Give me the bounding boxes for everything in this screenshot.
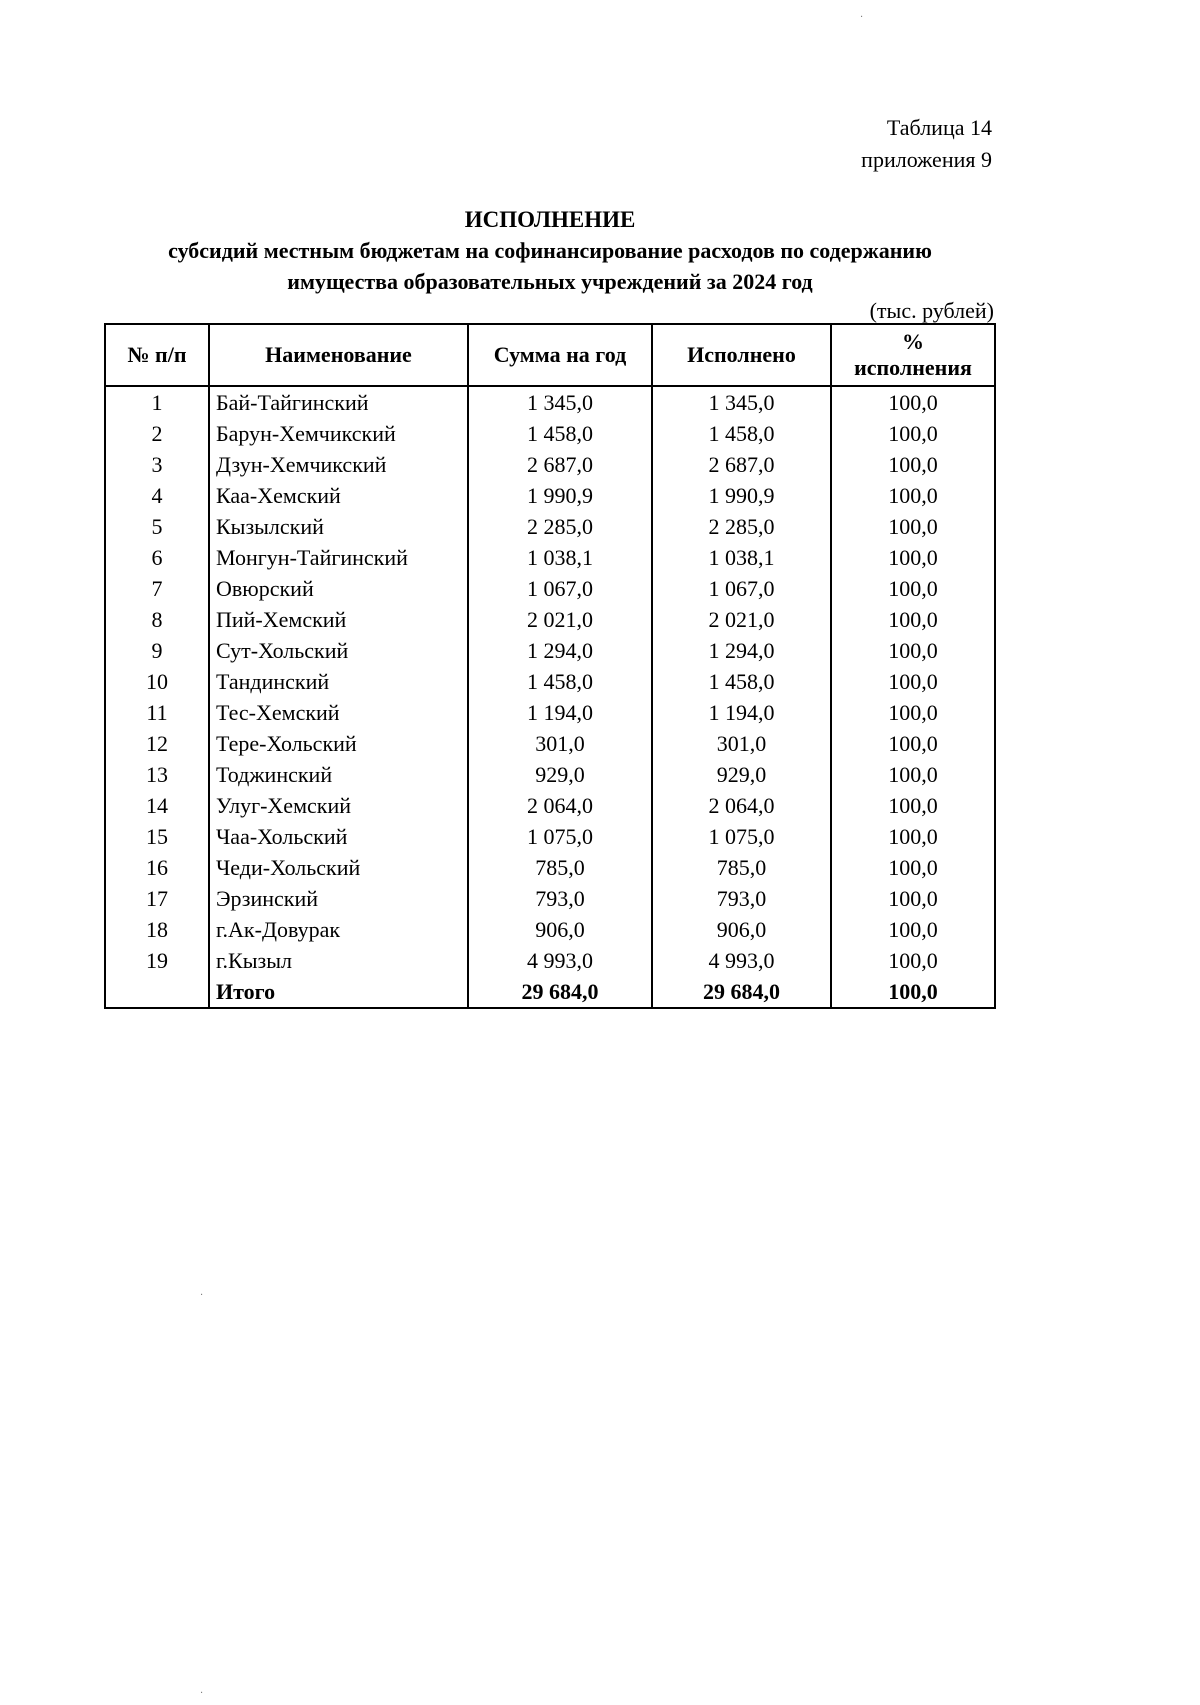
cell-sum: 2 285,0: [468, 511, 652, 542]
cell-name: г.Ак-Довурак: [209, 914, 468, 945]
cell-pct: 100,0: [831, 945, 995, 976]
cell-name: Тес-Хемский: [209, 697, 468, 728]
table-body: [105, 386, 995, 1008]
cell-name: Овюрский: [209, 573, 468, 604]
cell-pct: 100,0: [831, 728, 995, 759]
table-row: [105, 790, 995, 821]
cell-sum: 1 990,9: [468, 480, 652, 511]
cell-num: 8: [105, 604, 209, 635]
cell-sum: 1 294,0: [468, 635, 652, 666]
table-row: [105, 821, 995, 852]
cell-num: 18: [105, 914, 209, 945]
cell-sum: 906,0: [468, 914, 652, 945]
cell-num: 10: [105, 666, 209, 697]
appendix-label: приложения 9: [861, 147, 992, 172]
total-sum: 29 684,0: [468, 976, 652, 1008]
cell-done: 2 021,0: [652, 604, 831, 635]
title-line-2: имущества образовательных учреждений за 2024 год: [287, 269, 813, 294]
cell-done: 2 687,0: [652, 449, 831, 480]
cell-done: 785,0: [652, 852, 831, 883]
cell-num: 5: [105, 511, 209, 542]
cell-sum: 1 458,0: [468, 666, 652, 697]
table-row: [105, 728, 995, 759]
cell-pct: 100,0: [831, 449, 995, 480]
cell-name: Пий-Хемский: [209, 604, 468, 635]
cell-done: 1 075,0: [652, 821, 831, 852]
scan-speck: ·: [200, 1688, 204, 1699]
cell-done: 1 294,0: [652, 635, 831, 666]
cell-name: Сут-Хольский: [209, 635, 468, 666]
scan-speck: ·: [860, 12, 864, 23]
cell-done: 2 064,0: [652, 790, 831, 821]
cell-pct: 100,0: [831, 511, 995, 542]
cell-name: Кызылский: [209, 511, 468, 542]
cell-name: Тандинский: [209, 666, 468, 697]
cell-name: Тере-Хольский: [209, 728, 468, 759]
table-row: [105, 883, 995, 914]
cell-sum: 929,0: [468, 759, 652, 790]
cell-done: 793,0: [652, 883, 831, 914]
cell-pct: 100,0: [831, 542, 995, 573]
cell-done: 301,0: [652, 728, 831, 759]
table-row: [105, 914, 995, 945]
table-row: [105, 666, 995, 697]
cell-name: Бай-Тайгинский: [209, 386, 468, 418]
cell-done: 906,0: [652, 914, 831, 945]
cell-done: 1 458,0: [652, 666, 831, 697]
table-row: [105, 542, 995, 573]
cell-done: 1 990,9: [652, 480, 831, 511]
cell-num: 1: [105, 386, 209, 418]
table-row: [105, 635, 995, 666]
cell-name: Улуг-Хемский: [209, 790, 468, 821]
title-main: ИСПОЛНЕНИЕ: [464, 207, 636, 232]
cell-name: Барун-Хемчикский: [209, 418, 468, 449]
cell-num: 2: [105, 418, 209, 449]
total-num: [105, 976, 209, 1008]
table-row: [105, 697, 995, 728]
cell-done: 2 285,0: [652, 511, 831, 542]
cell-num: 9: [105, 635, 209, 666]
cell-name: Дзун-Хемчикский: [209, 449, 468, 480]
header-pct: [831, 324, 995, 386]
document-title: [100, 204, 1000, 297]
cell-sum: 2 687,0: [468, 449, 652, 480]
cell-num: 14: [105, 790, 209, 821]
cell-sum: 785,0: [468, 852, 652, 883]
total-done: 29 684,0: [652, 976, 831, 1008]
header-sum: Сумма на год: [468, 324, 652, 386]
cell-name: Чеди-Хольский: [209, 852, 468, 883]
cell-name: Тоджинский: [209, 759, 468, 790]
cell-done: 4 993,0: [652, 945, 831, 976]
cell-pct: 100,0: [831, 604, 995, 635]
cell-sum: 2 064,0: [468, 790, 652, 821]
cell-done: 1 345,0: [652, 386, 831, 418]
cell-sum: 1 038,1: [468, 542, 652, 573]
cell-done: 1 458,0: [652, 418, 831, 449]
cell-num: 16: [105, 852, 209, 883]
cell-sum: 1 067,0: [468, 573, 652, 604]
table-number-label: Таблица 14: [886, 115, 992, 140]
table-row: [105, 449, 995, 480]
table-reference: [861, 112, 992, 176]
cell-pct: 100,0: [831, 759, 995, 790]
cell-pct: 100,0: [831, 635, 995, 666]
total-name: Итого: [209, 976, 468, 1008]
cell-pct: 100,0: [831, 790, 995, 821]
cell-pct: 100,0: [831, 883, 995, 914]
table-header-row: [105, 324, 995, 386]
header-pct-label: исполнения: [854, 355, 972, 380]
cell-num: 15: [105, 821, 209, 852]
cell-name: Эрзинский: [209, 883, 468, 914]
cell-pct: 100,0: [831, 418, 995, 449]
execution-table: [104, 323, 996, 1009]
header-num: № п/п: [105, 324, 209, 386]
table-row: [105, 573, 995, 604]
cell-pct: 100,0: [831, 852, 995, 883]
table-row: [105, 511, 995, 542]
header-name: Наименование: [209, 324, 468, 386]
cell-num: 13: [105, 759, 209, 790]
cell-sum: 4 993,0: [468, 945, 652, 976]
table-row: [105, 480, 995, 511]
cell-pct: 100,0: [831, 573, 995, 604]
cell-num: 3: [105, 449, 209, 480]
table-row: [105, 386, 995, 418]
total-row: [105, 976, 995, 1008]
cell-num: 19: [105, 945, 209, 976]
table-row: [105, 759, 995, 790]
cell-done: 1 067,0: [652, 573, 831, 604]
units-label: (тыс. рублей): [869, 298, 994, 323]
cell-pct: 100,0: [831, 914, 995, 945]
table-row: [105, 418, 995, 449]
cell-num: 7: [105, 573, 209, 604]
cell-sum: 1 194,0: [468, 697, 652, 728]
table-row: [105, 945, 995, 976]
table-row: [105, 604, 995, 635]
header-pct-symbol: %: [902, 329, 924, 354]
cell-done: 929,0: [652, 759, 831, 790]
cell-pct: 100,0: [831, 697, 995, 728]
cell-num: 6: [105, 542, 209, 573]
cell-sum: 1 458,0: [468, 418, 652, 449]
cell-num: 4: [105, 480, 209, 511]
cell-pct: 100,0: [831, 386, 995, 418]
cell-sum: 1 075,0: [468, 821, 652, 852]
cell-sum: 793,0: [468, 883, 652, 914]
cell-num: 11: [105, 697, 209, 728]
title-line-1: субсидий местным бюджетам на софинансирование расходов по содержанию: [168, 238, 932, 263]
cell-done: 1 194,0: [652, 697, 831, 728]
cell-sum: 301,0: [468, 728, 652, 759]
cell-num: 12: [105, 728, 209, 759]
table-row: [105, 852, 995, 883]
cell-pct: 100,0: [831, 480, 995, 511]
cell-num: 17: [105, 883, 209, 914]
cell-name: Каа-Хемский: [209, 480, 468, 511]
total-pct: 100,0: [831, 976, 995, 1008]
cell-pct: 100,0: [831, 666, 995, 697]
cell-name: г.Кызыл: [209, 945, 468, 976]
cell-name: Монгун-Тайгинский: [209, 542, 468, 573]
scan-speck: ·: [200, 1290, 204, 1301]
cell-sum: 2 021,0: [468, 604, 652, 635]
cell-pct: 100,0: [831, 821, 995, 852]
cell-done: 1 038,1: [652, 542, 831, 573]
header-done: Исполнено: [652, 324, 831, 386]
cell-name: Чаа-Хольский: [209, 821, 468, 852]
cell-sum: 1 345,0: [468, 386, 652, 418]
